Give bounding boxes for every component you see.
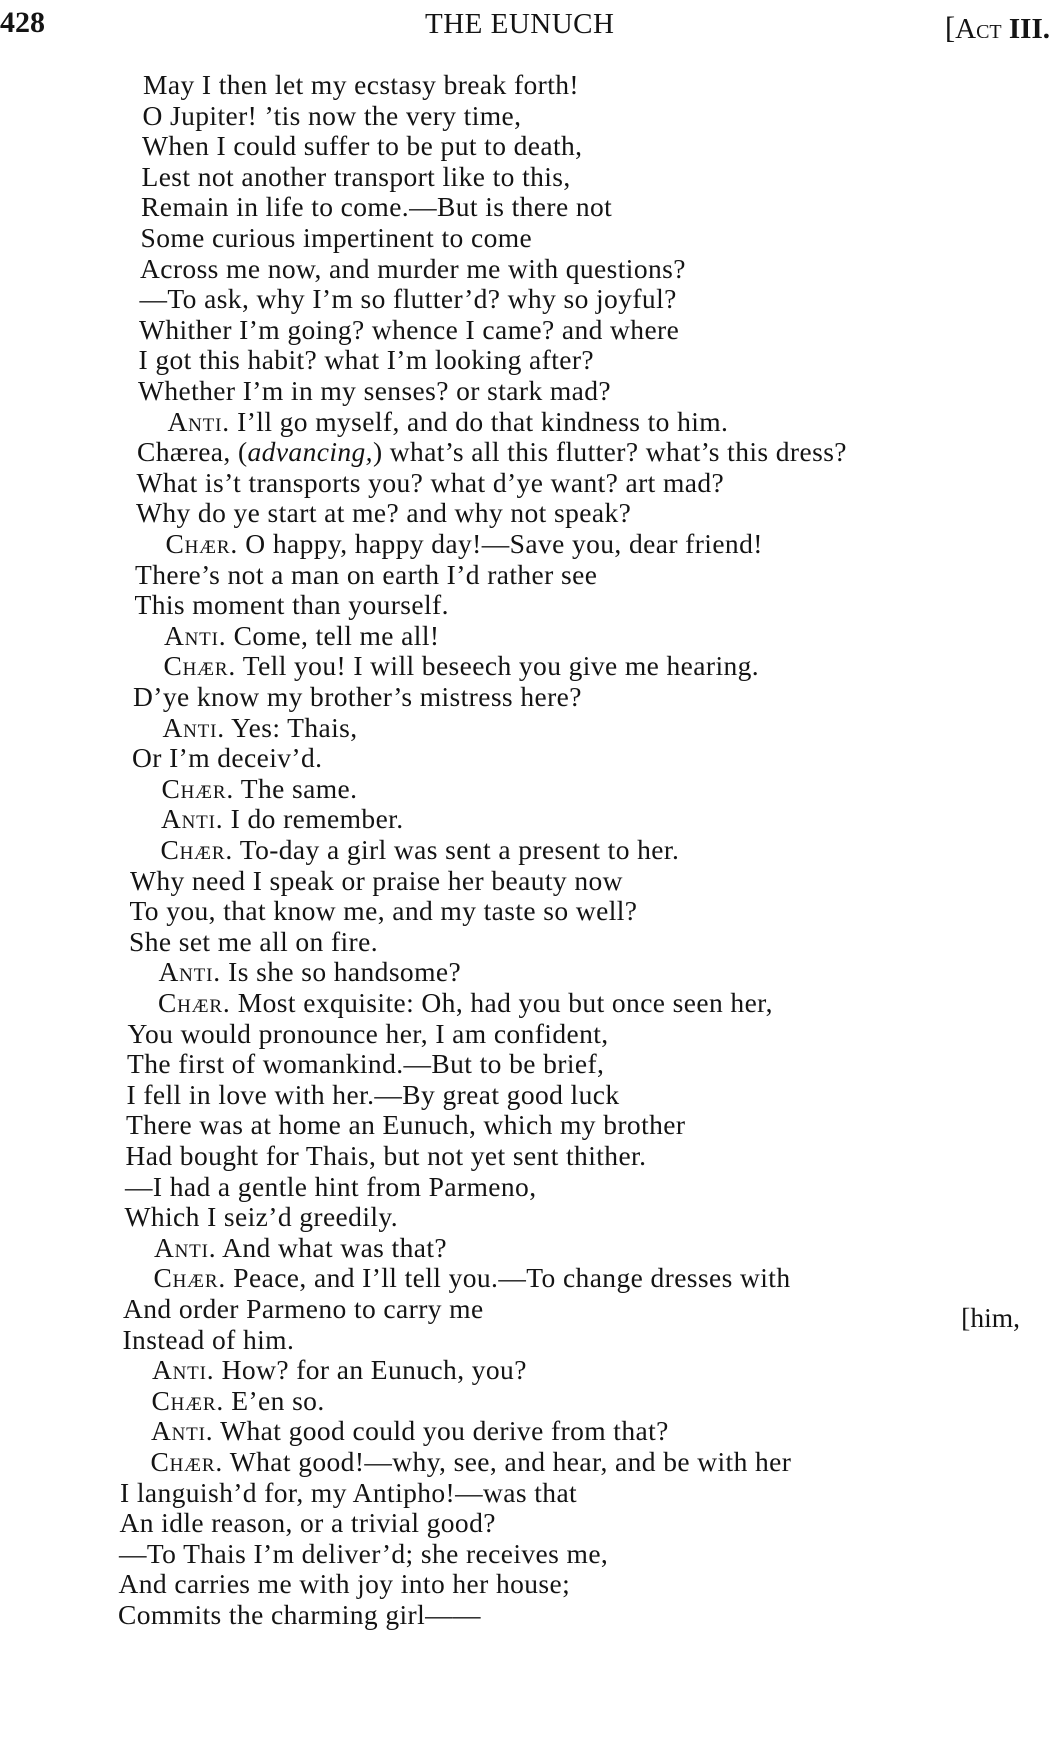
line-text: I fell in love with her.—By great good luck (126, 1078, 620, 1110)
line-text-prefix: Chærea, ( (137, 436, 248, 468)
line-text: I’ll go myself, and do that kindness to him. (229, 405, 729, 437)
speaker-name: Anti. (164, 619, 227, 651)
verse-line (137, 468, 725, 498)
verse-line (139, 345, 595, 375)
verse-line (159, 957, 462, 987)
verse-line (126, 1141, 647, 1171)
speaker-name: Anti. (167, 405, 230, 437)
verse-line (164, 651, 760, 681)
verse-line (158, 988, 773, 1018)
verse-line (123, 1325, 295, 1355)
speaker-name: Anti. (154, 1231, 217, 1263)
line-text: I languish’d for, my Antipho!—was that (120, 1476, 578, 1508)
page-number: 428 (0, 6, 45, 39)
line-text: What good could you derive from that? (213, 1415, 669, 1447)
verse-line (161, 804, 404, 834)
stage-direction: advancing, (247, 436, 373, 468)
verse-line (135, 560, 597, 590)
line-text: Or I’m deceiv’d. (132, 742, 323, 774)
verse-line (139, 315, 679, 345)
verse-line (166, 529, 763, 559)
verse-line (138, 376, 611, 406)
line-text: When I could suffer to be put to death, (142, 130, 583, 162)
speaker-name: Anti. (158, 956, 221, 988)
speaker-name: Chær. (163, 650, 237, 682)
verse-line (120, 1508, 496, 1538)
line-text: There was at home an Eunuch, which my brother (126, 1109, 686, 1141)
verse-line (141, 192, 612, 222)
speaker-name: Anti. (161, 803, 224, 835)
line-text: May I then let my ecstasy break forth! (143, 69, 579, 100)
line-text: What is’t transports you? what d’ye want? art mad? (136, 466, 725, 498)
verse-line (129, 927, 378, 957)
verse-line (162, 774, 358, 804)
verse-line (152, 1355, 527, 1385)
speaker-name: Chær. (165, 528, 239, 559)
line-text: She set me all on fire. (129, 925, 378, 957)
verse-line (152, 1386, 325, 1416)
verse-line (168, 407, 729, 437)
verse-line (141, 223, 533, 253)
verse-line (133, 682, 582, 712)
line-text: You would pronounce her, I am confident, (127, 1017, 609, 1049)
speaker-name: Anti. (151, 1415, 214, 1447)
line-text: Peace, and I’ll tell you.—To change dresses with (226, 1262, 791, 1294)
line-text: Across me now, and murder me with questions? (140, 252, 686, 284)
verse-line (128, 1019, 609, 1049)
line-text: How? for an Eunuch, you? (214, 1354, 527, 1386)
running-title: THE EUNUCH (425, 8, 615, 40)
speaker-name: Chær. (153, 1262, 227, 1294)
line-text: Instead of him. (122, 1323, 295, 1355)
line-text: Yes: Thais, (224, 711, 358, 743)
verse-line (154, 1263, 791, 1293)
line-text: The same. (234, 772, 358, 804)
verse-line (118, 1600, 481, 1630)
act-numeral: III. (1008, 13, 1050, 45)
line-text: There’s not a man on earth I’d rather see (135, 558, 598, 590)
verse-line (143, 70, 579, 100)
line-text: And order Parmeno to carry me (123, 1293, 484, 1324)
line-text: —To Thais I’m deliver’d; she receives me, (119, 1537, 609, 1569)
line-text: Lest not another transport like to this, (141, 160, 571, 192)
line-text: Whether I’m in my senses? or stark mad? (138, 375, 612, 406)
verse-line (140, 284, 677, 314)
line-text: What good!—why, see, and hear, and be with her (223, 1446, 792, 1477)
act-marker (945, 10, 1050, 46)
verse-line (164, 621, 439, 651)
line-text: E’en so. (224, 1384, 325, 1416)
verse-line (135, 590, 449, 620)
line-text: Had bought for Thais, but not yet sent thither. (125, 1140, 647, 1171)
line-text: To-day a girl was sent a present to her. (233, 834, 680, 865)
line-text: Is she so handsome? (220, 956, 462, 988)
line-text: O Jupiter! ’tis now the very time, (142, 99, 522, 131)
line-text: Some curious impertinent to come (140, 222, 533, 253)
verse-line (125, 1202, 399, 1232)
verse-line (123, 1294, 484, 1324)
speaker-name: Chær. (158, 987, 231, 1018)
act-bracket: [ (944, 10, 956, 45)
line-text: And carries me with joy into her house; (118, 1568, 571, 1600)
carried-over-word: [him, (961, 1302, 1020, 1333)
line-text: —To ask, why I’m so flutter’d? why so joyful? (139, 283, 677, 315)
verse-line (126, 1110, 685, 1140)
page-header (0, 6, 1050, 46)
verse-line (120, 1478, 577, 1508)
line-text: ) what’s all this flutter? what’s this dress? (372, 436, 847, 468)
line-text: I do remember. (223, 803, 404, 835)
speaker-name: Chær. (151, 1384, 225, 1416)
line-text: Whither I’m going? whence I came? and where (139, 313, 680, 345)
speaker-name: Anti. (162, 711, 225, 743)
line-text: An idle reason, or a trivial good? (119, 1507, 496, 1539)
speaker-name: Chær. (160, 834, 234, 865)
verse-line (119, 1569, 571, 1599)
verse-line (125, 1172, 536, 1202)
verse-line (137, 437, 847, 467)
verse-line (140, 254, 686, 284)
line-text: I got this habit? what I’m looking after? (138, 344, 595, 376)
verse-line (151, 1416, 669, 1446)
verse-line (163, 713, 358, 743)
verse-line (132, 743, 322, 773)
verse-line (142, 162, 571, 192)
verse-line (154, 1233, 447, 1263)
line-text: To you, that know me, and my taste so well? (129, 895, 638, 927)
verse-line (130, 866, 623, 896)
verse-line (127, 1049, 604, 1079)
line-text: Come, tell me all! (226, 619, 440, 651)
line-text: This moment than yourself. (134, 589, 449, 621)
line-text: —I had a gentle hint from Parmeno, (125, 1170, 537, 1202)
speaker-name: Anti. (152, 1354, 215, 1386)
verse-line (151, 1447, 792, 1477)
line-text: Tell you! I will beseech you give me hearing. (236, 650, 760, 682)
speaker-name: Chær. (161, 772, 235, 804)
line-text: Why do ye start at me? and why not speak? (136, 497, 632, 529)
verse-line (127, 1080, 620, 1110)
verse-line (136, 498, 631, 528)
verse-line (143, 101, 522, 131)
line-text: Why need I speak or praise her beauty now (130, 864, 623, 896)
line-text: Which I seiz’d greedily. (124, 1201, 399, 1233)
line-text: D’ye know my brother’s mistress here? (133, 681, 582, 712)
act-word: Act (955, 13, 1002, 45)
line-text: And what was that? (216, 1231, 447, 1263)
verse-line (130, 896, 638, 926)
line-text: Commits the charming girl—— (118, 1599, 481, 1630)
verse-line (142, 131, 582, 161)
line-text: Most exquisite: Oh, had you but once seen her, (230, 987, 773, 1018)
verse-line (119, 1539, 608, 1569)
line-text: The first of womankind.—But to be brief, (127, 1048, 605, 1080)
verse-line (161, 835, 680, 865)
line-text: O happy, happy day!—Save you, dear friend! (238, 528, 763, 559)
line-text: Remain in life to come.—But is there not (141, 191, 613, 223)
speaker-name: Chær. (150, 1446, 224, 1477)
